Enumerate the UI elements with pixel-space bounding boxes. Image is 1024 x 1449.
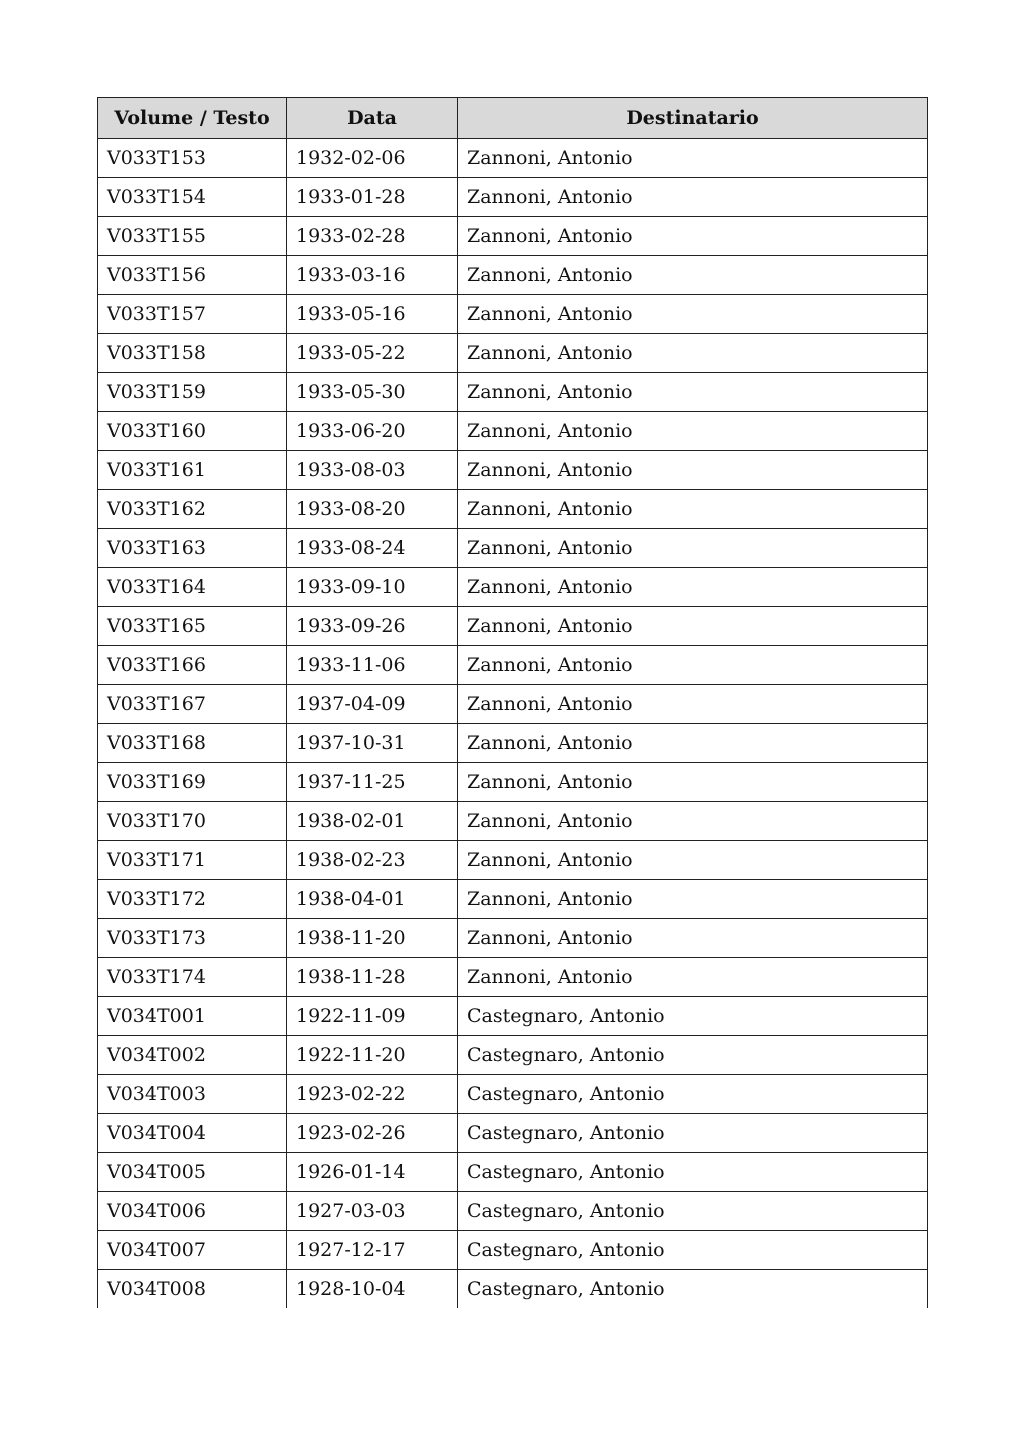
- cell-data: 1933-05-22: [287, 334, 458, 373]
- cell-destinatario: Castegnaro, Antonio: [458, 1270, 928, 1309]
- header-destinatario: Destinatario: [458, 98, 928, 139]
- cell-volume-testo: V033T154: [98, 178, 287, 217]
- cell-data: 1922-11-09: [287, 997, 458, 1036]
- cell-destinatario: Castegnaro, Antonio: [458, 1153, 928, 1192]
- table-row: [98, 256, 928, 295]
- cell-data: 1933-06-20: [287, 412, 458, 451]
- cell-volume-testo: V034T008: [98, 1270, 287, 1309]
- cell-volume-testo: V034T003: [98, 1075, 287, 1114]
- table-row: [98, 490, 928, 529]
- cell-data: 1933-09-26: [287, 607, 458, 646]
- cell-data: 1938-02-23: [287, 841, 458, 880]
- cell-volume-testo: V033T166: [98, 646, 287, 685]
- cell-volume-testo: V033T157: [98, 295, 287, 334]
- cell-volume-testo: V033T170: [98, 802, 287, 841]
- cell-destinatario: Zannoni, Antonio: [458, 139, 928, 178]
- cell-data: 1922-11-20: [287, 1036, 458, 1075]
- cell-destinatario: Zannoni, Antonio: [458, 607, 928, 646]
- cell-destinatario: Zannoni, Antonio: [458, 256, 928, 295]
- cell-data: 1932-02-06: [287, 139, 458, 178]
- cell-data: 1933-05-16: [287, 295, 458, 334]
- cell-destinatario: Castegnaro, Antonio: [458, 1075, 928, 1114]
- cell-data: 1933-08-24: [287, 529, 458, 568]
- table-row: [98, 334, 928, 373]
- table-row: [98, 646, 928, 685]
- cell-destinatario: Zannoni, Antonio: [458, 802, 928, 841]
- cell-volume-testo: V033T165: [98, 607, 287, 646]
- cell-data: 1933-08-03: [287, 451, 458, 490]
- cell-data: 1923-02-22: [287, 1075, 458, 1114]
- cell-data: 1938-04-01: [287, 880, 458, 919]
- table-row: [98, 685, 928, 724]
- cell-volume-testo: V033T156: [98, 256, 287, 295]
- table-row: [98, 1036, 928, 1075]
- cell-destinatario: Zannoni, Antonio: [458, 295, 928, 334]
- table-row: [98, 724, 928, 763]
- cell-volume-testo: V033T164: [98, 568, 287, 607]
- cell-volume-testo: V033T174: [98, 958, 287, 997]
- cell-volume-testo: V033T171: [98, 841, 287, 880]
- table-body: [98, 139, 928, 1309]
- cell-data: 1937-11-25: [287, 763, 458, 802]
- cell-destinatario: Zannoni, Antonio: [458, 919, 928, 958]
- table-row: [98, 607, 928, 646]
- cell-data: 1933-03-16: [287, 256, 458, 295]
- cell-data: 1933-09-10: [287, 568, 458, 607]
- letters-table: [97, 97, 928, 1308]
- cell-data: 1927-12-17: [287, 1231, 458, 1270]
- cell-destinatario: Castegnaro, Antonio: [458, 997, 928, 1036]
- cell-data: 1933-02-28: [287, 217, 458, 256]
- table-row: [98, 178, 928, 217]
- table-row: [98, 1153, 928, 1192]
- cell-destinatario: Castegnaro, Antonio: [458, 1231, 928, 1270]
- cell-volume-testo: V033T159: [98, 373, 287, 412]
- cell-volume-testo: V033T158: [98, 334, 287, 373]
- table-header-row: [98, 98, 928, 139]
- cell-destinatario: Zannoni, Antonio: [458, 880, 928, 919]
- table-row: [98, 217, 928, 256]
- table-row: [98, 139, 928, 178]
- table-row: [98, 1192, 928, 1231]
- cell-data: 1933-05-30: [287, 373, 458, 412]
- cell-data: 1923-02-26: [287, 1114, 458, 1153]
- table-row: [98, 958, 928, 997]
- cell-volume-testo: V033T161: [98, 451, 287, 490]
- table-row: [98, 568, 928, 607]
- cell-destinatario: Zannoni, Antonio: [458, 958, 928, 997]
- cell-destinatario: Zannoni, Antonio: [458, 490, 928, 529]
- cell-data: 1938-11-20: [287, 919, 458, 958]
- cell-destinatario: Zannoni, Antonio: [458, 841, 928, 880]
- cell-destinatario: Castegnaro, Antonio: [458, 1192, 928, 1231]
- cell-destinatario: Zannoni, Antonio: [458, 451, 928, 490]
- table-row: [98, 295, 928, 334]
- cell-volume-testo: V033T162: [98, 490, 287, 529]
- cell-volume-testo: V034T007: [98, 1231, 287, 1270]
- cell-destinatario: Zannoni, Antonio: [458, 334, 928, 373]
- cell-destinatario: Zannoni, Antonio: [458, 178, 928, 217]
- cell-volume-testo: V034T006: [98, 1192, 287, 1231]
- table-row: [98, 412, 928, 451]
- cell-destinatario: Zannoni, Antonio: [458, 568, 928, 607]
- cell-volume-testo: V034T002: [98, 1036, 287, 1075]
- cell-data: 1937-10-31: [287, 724, 458, 763]
- cell-volume-testo: V033T172: [98, 880, 287, 919]
- table-row: [98, 1231, 928, 1270]
- table-row: [98, 1270, 928, 1309]
- header-data: Data: [287, 98, 458, 139]
- cell-volume-testo: V034T001: [98, 997, 287, 1036]
- cell-volume-testo: V034T004: [98, 1114, 287, 1153]
- cell-destinatario: Zannoni, Antonio: [458, 217, 928, 256]
- cell-volume-testo: V033T155: [98, 217, 287, 256]
- table-row: [98, 802, 928, 841]
- header-volume-testo: Volume / Testo: [98, 98, 287, 139]
- table-row: [98, 451, 928, 490]
- cell-volume-testo: V033T167: [98, 685, 287, 724]
- cell-destinatario: Zannoni, Antonio: [458, 529, 928, 568]
- table-row: [98, 1114, 928, 1153]
- cell-data: 1926-01-14: [287, 1153, 458, 1192]
- cell-destinatario: Zannoni, Antonio: [458, 373, 928, 412]
- cell-data: 1937-04-09: [287, 685, 458, 724]
- cell-data: 1938-02-01: [287, 802, 458, 841]
- cell-volume-testo: V033T168: [98, 724, 287, 763]
- cell-volume-testo: V033T169: [98, 763, 287, 802]
- cell-destinatario: Castegnaro, Antonio: [458, 1114, 928, 1153]
- table-row: [98, 529, 928, 568]
- cell-data: 1933-11-06: [287, 646, 458, 685]
- table-row: [98, 841, 928, 880]
- cell-data: 1928-10-04: [287, 1270, 458, 1309]
- cell-volume-testo: V033T160: [98, 412, 287, 451]
- cell-destinatario: Zannoni, Antonio: [458, 412, 928, 451]
- cell-destinatario: Zannoni, Antonio: [458, 724, 928, 763]
- cell-data: 1933-01-28: [287, 178, 458, 217]
- cell-volume-testo: V034T005: [98, 1153, 287, 1192]
- cell-data: 1927-03-03: [287, 1192, 458, 1231]
- cell-volume-testo: V033T173: [98, 919, 287, 958]
- cell-data: 1933-08-20: [287, 490, 458, 529]
- cell-destinatario: Zannoni, Antonio: [458, 763, 928, 802]
- table-row: [98, 373, 928, 412]
- cell-destinatario: Zannoni, Antonio: [458, 646, 928, 685]
- table-row: [98, 919, 928, 958]
- cell-destinatario: Zannoni, Antonio: [458, 685, 928, 724]
- cell-destinatario: Castegnaro, Antonio: [458, 1036, 928, 1075]
- cell-volume-testo: V033T153: [98, 139, 287, 178]
- cell-volume-testo: V033T163: [98, 529, 287, 568]
- table-row: [98, 880, 928, 919]
- table-row: [98, 763, 928, 802]
- table-row: [98, 1075, 928, 1114]
- table-row: [98, 997, 928, 1036]
- cell-data: 1938-11-28: [287, 958, 458, 997]
